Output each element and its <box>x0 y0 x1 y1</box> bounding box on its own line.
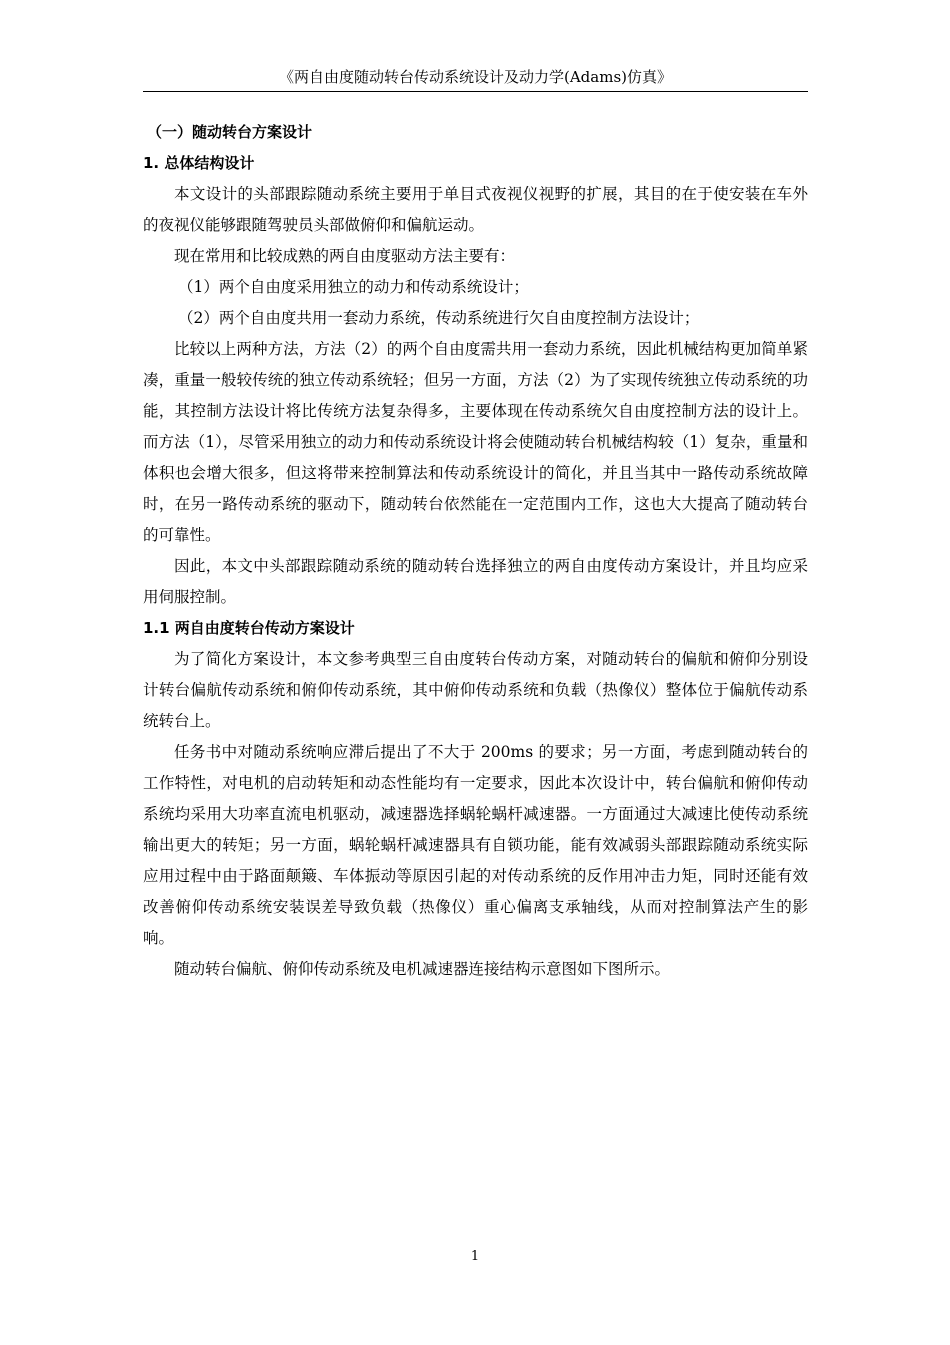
paragraph: 现在常用和比较成熟的两自由度驱动方法主要有： <box>174 247 516 265</box>
page-header <box>143 66 808 92</box>
list-item: （2）两个自由度共用一套动力系统，传动系统进行欠自由度控制方法设计； <box>178 309 700 327</box>
document-body <box>143 117 808 985</box>
page-number: 1 <box>470 1249 480 1264</box>
document-title: 《两自由度随动转台传动系统设计及动力学(Adams)仿真》 <box>278 68 672 86</box>
paragraph: 随动转台偏航、俯仰传动系统及电机减速器连接结构示意图如下图所示。 <box>174 960 671 978</box>
list-item: （1）两个自由度采用独立的动力和传动系统设计； <box>178 278 529 296</box>
paragraph: 比较以上两种方法，方法（2）的两个自由度需共用一套动力系统，因此机械结构更加简单紧凑，重量一般较传统的独立传动系统轻；但另一方面，方法（2）为了实现传统独立传动系统的功能，其控制方法设计将比传统方法复杂得多，主要体现在传动系统欠自由度控制方法的设计上。而方法（1），尽管采用独立的动力和传动系统设计将会使随动转台机械结构较（1）复杂，重量和体积也会增大很多，但这将带来控制算法和传动系统设计的简化，并且当其中一路传动系统故障时，在另一路传动系统的驱动下，随动转台依然能在一定范围内工作，这也大大提高了随动转台的可靠性。 <box>143 340 808 544</box>
subsection-heading-overall-structure: 1. 总体结构设计 <box>143 154 255 172</box>
section-heading: （一）随动转台方案设计 <box>147 123 313 141</box>
subsection-heading-transmission-scheme: 1.1 两自由度转台传动方案设计 <box>143 619 355 637</box>
paragraph: 本文设计的头部跟踪随动系统主要用于单目式夜视仪视野的扩展，其目的在于使安装在车外的夜视仪能够跟随驾驶员头部做俯仰和偏航运动。 <box>143 185 808 234</box>
paragraph: 为了简化方案设计，本文参考典型三自由度转台传动方案，对随动转台的偏航和俯仰分别设计转台偏航传动系统和俯仰传动系统，其中俯仰传动系统和负载（热像仪）整体位于偏航传动系统转台上。 <box>143 650 808 730</box>
paragraph: 因此，本文中头部跟踪随动系统的随动转台选择独立的两自由度传动方案设计，并且均应采用伺服控制。 <box>143 557 808 606</box>
paragraph: 任务书中对随动系统响应滞后提出了不大于 200ms 的要求；另一方面，考虑到随动转台的工作特性，对电机的启动转矩和动态性能均有一定要求，因此本次设计中，转台偏航和俯仰传动系统均采用大功率直流电机驱动，减速器选择蜗轮蜗杆减速器。一方面通过大减速比使传动系统输出更大的转矩；另一方面，蜗轮蜗杆减速器具有自锁功能，能有效减弱头部跟踪随动系统实际应用过程中由于路面颠簸、车体振动等原因引起的对传动系统的反作用冲击力矩，同时还能有效改善俯仰传动系统安装误差导致负载（热像仪）重心偏离支承轴线，从而对控制算法产生的影响。 <box>143 743 808 947</box>
